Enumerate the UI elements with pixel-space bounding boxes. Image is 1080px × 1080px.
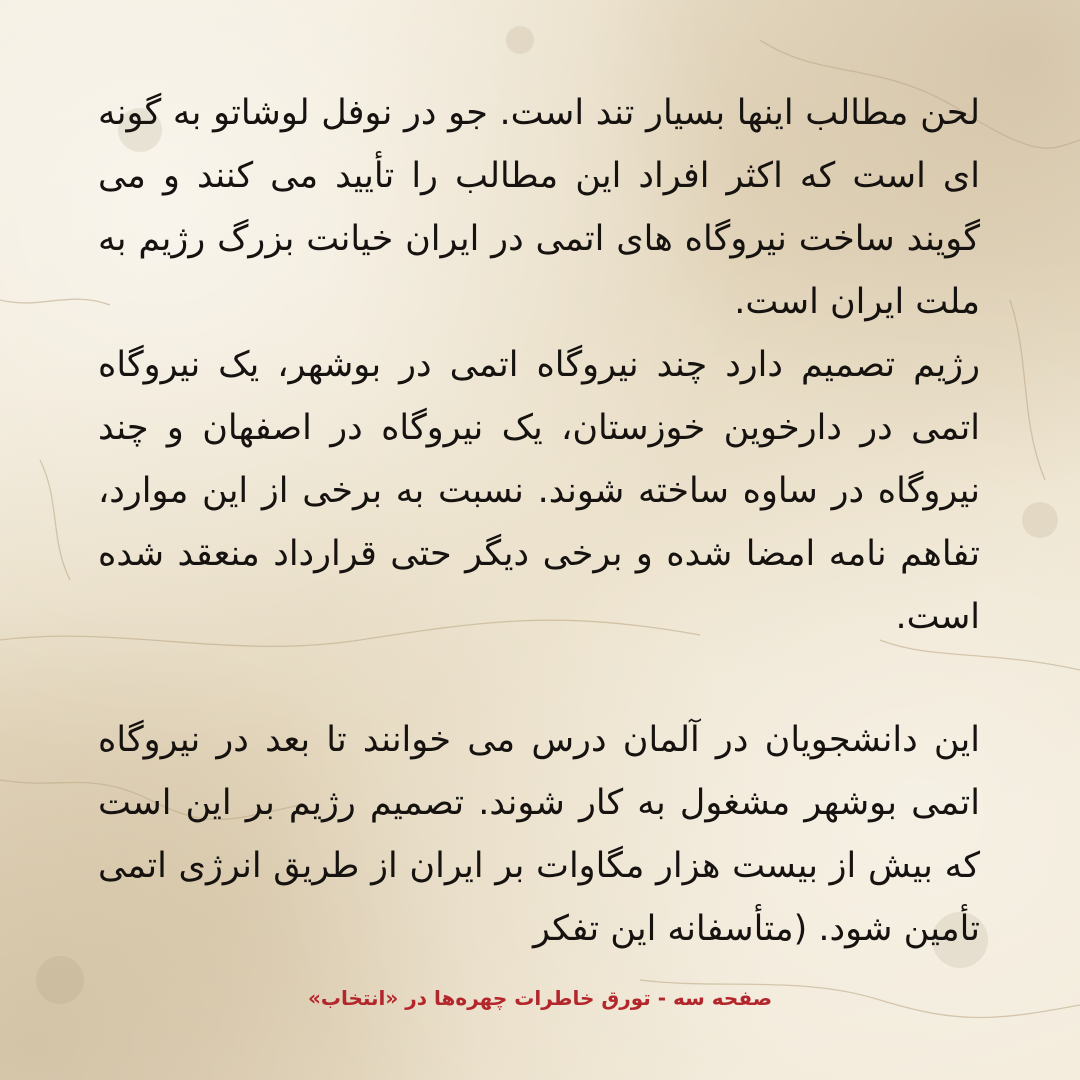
source-caption: صفحه سه - تورق خاطرات چهره‌ها در «انتخاب» [307, 986, 773, 1010]
paragraph-students: این دانشجویان در آلمان درس می خوانند تا بعد در نیروگاه اتمی بوشهر مشغول به کار شوند. تصمیم رژیم بر این است که بیش از بیست هزار مگاوات بر ایران از طریق انرژی اتمی تأمین شود. (متأسفانه این تفکر [98, 720, 980, 949]
paragraph-gap [98, 649, 980, 709]
article-body [98, 82, 980, 961]
paragraph-power-plants: رژیم تصمیم دارد چند نیروگاه اتمی در بوشهر، یک نیروگاه اتمی در دارخوین خوزستان، یک نیروگاه در اصفهان و چند نیروگاه در ساوه ساخته شوند. نسبت به برخی از این موارد، تفاهم نامه امضا شده و برخی دیگر حتی قرارداد منعقد شده است. [98, 345, 980, 637]
paragraph-nofel-loshato: لحن مطالب اینها بسیار تند است. جو در نوفل لوشاتو به گونه ای است که اکثر افراد این مطالب را تأیید می کنند و می گویند ساخت نیروگاه های اتمی در ایران خیانت بزرگ رژیم به ملت ایران است. [98, 93, 980, 322]
